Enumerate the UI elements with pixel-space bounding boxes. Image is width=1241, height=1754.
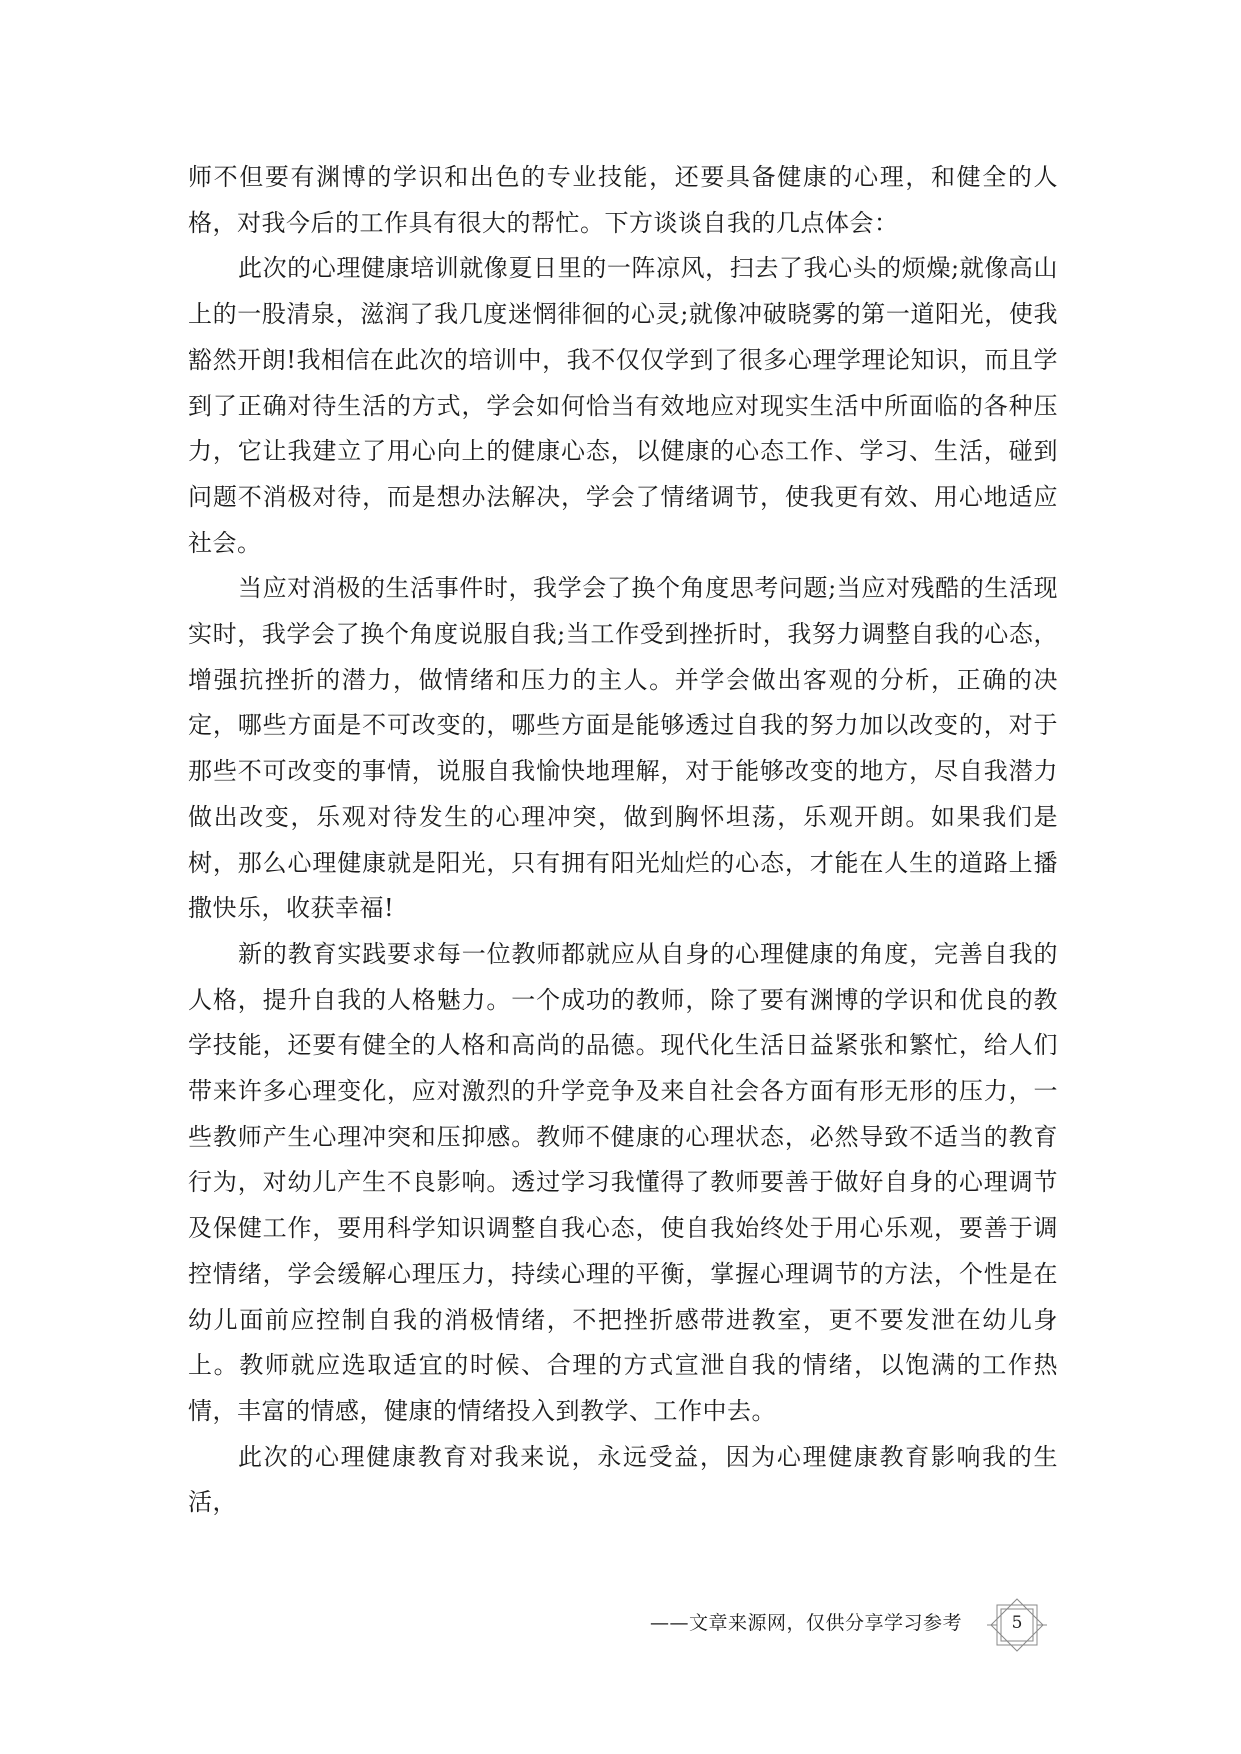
page-number-badge	[985, 1598, 1049, 1652]
page-number: 5	[1011, 1613, 1023, 1633]
document-body	[188, 155, 1058, 1526]
paragraph-5: 此次的心理健康教育对我来说，永远受益，因为心理健康教育影响我的生活，	[188, 1442, 1058, 1517]
paragraph-1: 师不但要有渊博的学识和出色的专业技能，还要具备健康的心理，和健全的人格，对我今后的工作具有很大的帮忙。下方谈谈自我的几点体会：	[188, 163, 1058, 237]
paragraph-4: 新的教育实践要求每一位教师都就应从自身的心理健康的角度，完善自我的人格，提升自我的人格魅力。一个成功的教师，除了要有渊博的学识和优良的教学技能，还要有健全的人格和高尚的品德。现代化生活日益紧张和繁忙，给人们带来许多心理变化，应对激烈的升学竞争及来自社会各方面有形无形的压力，一些教师产生心理冲突和压抑感。教师不健康的心理状态，必然导致不适当的教育行为，对幼儿产生不良影响。透过学习我懂得了教师要善于做好自身的心理调节及保健工作，要用科学知识调整自我心态，使自我始终处于用心乐观，要善于调控情绪，学会缓解心理压力，持续心理的平衡，掌握心理调节的方法，个性是在幼儿面前应控制自我的消极情绪，不把挫折感带进教室，更不要发泄在幼儿身上。教师就应选取适宜的时候、合理的方式宣泄自我的情绪，以饱满的工作热情，丰富的情感，健康的情绪投入到教学、工作中去。	[188, 939, 1058, 1425]
page-footer	[0, 1598, 1241, 1658]
paragraph-3: 当应对消极的生活事件时，我学会了换个角度思考问题;当应对残酷的生活现实时，我学会了换个角度说服自我;当工作受到挫折时，我努力调整自我的心态，增强抗挫折的潜力，做情绪和压力的主人。并学会做出客观的分析，正确的决定，哪些方面是不可改变的，哪些方面是能够透过自我的努力加以改变的，对于那些不可改变的事情，说服自我愉快地理解，对于能够改变的地方，尽自我潜力做出改变，乐观对待发生的心理冲突，做到胸怀坦荡，乐观开朗。如果我们是树，那么心理健康就是阳光，只有拥有阳光灿烂的心态，才能在人生的道路上播撒快乐，收获幸福!	[188, 574, 1058, 923]
paragraph-2: 此次的心理健康培训就像夏日里的一阵凉风，扫去了我心头的烦燥;就像高山上的一股清泉，滋润了我几度迷惘徘徊的心灵;就像冲破晓雾的第一道阳光，使我豁然开朗!我相信在此次的培训中，我不仅仅学到了很多心理学理论知识，而且学到了正确对待生活的方式，学会如何恰当有效地应对现实生活中所面临的各种压力，它让我建立了用心向上的健康心态，以健康的心态工作、学习、生活，碰到问题不消极对待，而是想办法解决，学会了情绪调节，使我更有效、用心地适应社会。	[188, 254, 1058, 557]
footer-source-note: ——文章来源网，仅供分享学习参考	[650, 1612, 963, 1634]
